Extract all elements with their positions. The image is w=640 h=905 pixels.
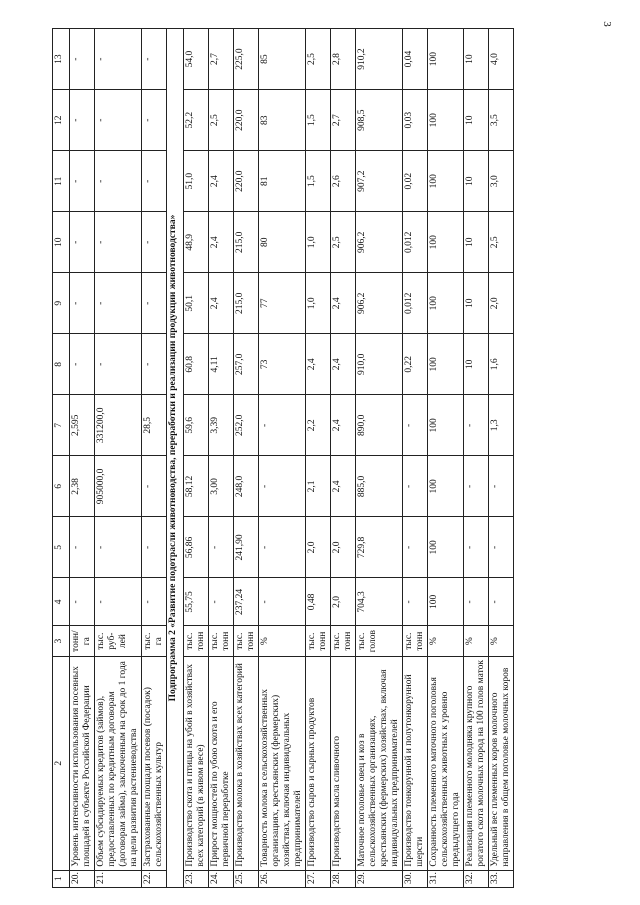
column-number: 10 (53, 212, 70, 273)
value-cell: 0,012 (403, 212, 428, 273)
indicator-name: Удельный вес племенных коров молочного направления в общем поголовье молочных коров (489, 656, 514, 870)
value-cell: 60,8 (184, 334, 209, 395)
row-number: 30. (403, 870, 428, 887)
value-cell: 225,0 (234, 29, 259, 90)
value-cell: 77 (259, 273, 306, 334)
row-number: 22. (142, 870, 167, 887)
column-number: 11 (53, 151, 70, 212)
value-cell: - (142, 212, 167, 273)
value-cell: 100 (428, 334, 464, 395)
unit-cell: тыс. голов (356, 626, 403, 657)
value-cell: 85 (259, 29, 306, 90)
value-cell: 28,5 (142, 395, 167, 456)
column-number: 1 (53, 870, 70, 887)
unit-cell: тонн/га (70, 626, 95, 657)
column-number: 4 (53, 578, 70, 626)
column-number: 2 (53, 656, 70, 870)
table-row (142, 29, 167, 888)
value-cell: 80 (259, 212, 306, 273)
value-cell: 48,9 (184, 212, 209, 273)
value-cell: 10 (464, 151, 489, 212)
table-row (403, 29, 428, 888)
value-cell: 2,8 (331, 29, 356, 90)
value-cell: - (70, 517, 95, 578)
table-row (95, 29, 142, 888)
value-cell: - (95, 29, 142, 90)
value-cell: - (142, 273, 167, 334)
value-cell: 2,5 (331, 212, 356, 273)
table-row (234, 29, 259, 888)
value-cell: 100 (428, 395, 464, 456)
value-cell: 1,6 (489, 334, 514, 395)
value-cell: - (142, 29, 167, 90)
row-number: 26. (259, 870, 306, 887)
value-cell: 2,38 (70, 456, 95, 517)
indicator-name: Товарность молока в сельскохозяйственных организациях, крестьянских (фермерских) хозяйствах, включая индивидуальных предпринимателей (259, 656, 306, 870)
indicators-table (52, 28, 514, 888)
value-cell: 59,6 (184, 395, 209, 456)
value-cell: 2,4 (306, 334, 331, 395)
value-cell: - (95, 334, 142, 395)
value-cell: - (142, 578, 167, 626)
value-cell: 906,2 (356, 273, 403, 334)
column-number-row (53, 29, 70, 888)
value-cell: 10 (464, 212, 489, 273)
value-cell: - (95, 151, 142, 212)
value-cell: 56,86 (184, 517, 209, 578)
value-cell: - (489, 578, 514, 626)
value-cell: 2,4 (209, 212, 234, 273)
value-cell: 81 (259, 151, 306, 212)
value-cell: 905000,0 (95, 456, 142, 517)
value-cell: 10 (464, 29, 489, 90)
row-number: 33. (489, 870, 514, 887)
value-cell: 2,7 (209, 29, 234, 90)
value-cell: - (259, 517, 306, 578)
row-number: 28. (331, 870, 356, 887)
value-cell: - (403, 456, 428, 517)
value-cell: 58,12 (184, 456, 209, 517)
value-cell: - (403, 517, 428, 578)
value-cell: 4,0 (489, 29, 514, 90)
value-cell: - (464, 517, 489, 578)
indicator-name: Сохранность племенного маточного поголовья сельскохозяйственных животных к уровню предыдущего года (428, 656, 464, 870)
value-cell: 3,0 (489, 151, 514, 212)
value-cell: 1,0 (306, 212, 331, 273)
value-cell: - (464, 395, 489, 456)
indicator-name: Объем субсидируемых кредитов (займов), предоставленных по кредитным договорам (договорам займа), заключенным на срок до 1 года на цели развития растениеводства (95, 656, 142, 870)
value-cell: 4,11 (209, 334, 234, 395)
indicator-name: Уровень интенсивности использования посевных площадей в субъекте Российской Федерации (70, 656, 95, 870)
value-cell: 100 (428, 212, 464, 273)
row-number: 29. (356, 870, 403, 887)
value-cell: 885,0 (356, 456, 403, 517)
value-cell: 52,2 (184, 90, 209, 151)
value-cell: 1,5 (306, 90, 331, 151)
row-number: 21. (95, 870, 142, 887)
value-cell: 100 (428, 517, 464, 578)
rows-after-subprogram (184, 29, 514, 888)
value-cell: 2,6 (331, 151, 356, 212)
indicator-name: Производство сыров и сырных продуктов (306, 656, 331, 870)
column-number: 6 (53, 456, 70, 517)
indicator-name: Производство масла сливочного (331, 656, 356, 870)
value-cell: 10 (464, 273, 489, 334)
value-cell: 100 (428, 273, 464, 334)
value-cell: 2,4 (209, 151, 234, 212)
value-cell: - (70, 151, 95, 212)
value-cell: - (95, 273, 142, 334)
row-number: 23. (184, 870, 209, 887)
indicator-name: Застрахованные площади посевов (посадок) сельскохозяйственных культур (142, 656, 167, 870)
value-cell: 50,1 (184, 273, 209, 334)
table-row (209, 29, 234, 888)
value-cell: - (142, 334, 167, 395)
value-cell: 2,0 (306, 517, 331, 578)
value-cell: - (70, 578, 95, 626)
unit-cell: тыс. тонн (331, 626, 356, 657)
value-cell: - (142, 90, 167, 151)
unit-cell: тыс. руб-лей (95, 626, 142, 657)
table-row (184, 29, 209, 888)
value-cell: 2,5 (306, 29, 331, 90)
value-cell: 2,595 (70, 395, 95, 456)
value-cell: 2,4 (331, 395, 356, 456)
value-cell: - (209, 517, 234, 578)
subprogram-title: Подпрограмма 2 «Развитие подотрасли животноводства, переработки и реализации продукции животноводства» (167, 29, 184, 888)
value-cell: 2,0 (331, 578, 356, 626)
value-cell: 1,0 (306, 273, 331, 334)
table-row (331, 29, 356, 888)
value-cell: 55,75 (184, 578, 209, 626)
value-cell: 1,5 (306, 151, 331, 212)
value-cell: - (95, 212, 142, 273)
indicator-name: Маточное поголовье овец и коз в сельскохозяйственных организациях, крестьянских (фермерских) хозяйствах, включая индивидуальных предпринимателей (356, 656, 403, 870)
value-cell: 0,012 (403, 273, 428, 334)
value-cell: - (142, 456, 167, 517)
unit-cell: тыс. тонн (184, 626, 209, 657)
unit-cell: тыс. тонн (209, 626, 234, 657)
value-cell: 2,1 (306, 456, 331, 517)
column-number: 8 (53, 334, 70, 395)
value-cell: 331200,0 (95, 395, 142, 456)
unit-cell: % (428, 626, 464, 657)
value-cell: 1,3 (489, 395, 514, 456)
value-cell: - (95, 90, 142, 151)
value-cell: 907,2 (356, 151, 403, 212)
value-cell: 2,4 (209, 273, 234, 334)
row-number: 24. (209, 870, 234, 887)
value-cell: 220,0 (234, 90, 259, 151)
rotated-table-wrapper (52, 28, 612, 888)
table-row (356, 29, 403, 888)
row-number: 20. (70, 870, 95, 887)
unit-cell: % (259, 626, 306, 657)
unit-cell: % (489, 626, 514, 657)
value-cell: 2,4 (331, 456, 356, 517)
unit-cell: тыс. тонн (306, 626, 331, 657)
value-cell: 2,4 (331, 334, 356, 395)
value-cell: 83 (259, 90, 306, 151)
value-cell: 2,5 (489, 212, 514, 273)
value-cell: 2,4 (331, 273, 356, 334)
indicator-name: Производство молока в хозяйствах всех категорий (234, 656, 259, 870)
value-cell: - (142, 151, 167, 212)
value-cell: - (70, 273, 95, 334)
value-cell: 73 (259, 334, 306, 395)
value-cell: 100 (428, 90, 464, 151)
value-cell: 10 (464, 334, 489, 395)
value-cell: - (259, 578, 306, 626)
value-cell: 906,2 (356, 212, 403, 273)
value-cell: 215,0 (234, 273, 259, 334)
value-cell: 237,24 (234, 578, 259, 626)
unit-cell: тыс. га (142, 626, 167, 657)
value-cell: 241,90 (234, 517, 259, 578)
value-cell: - (95, 578, 142, 626)
row-number: 31. (428, 870, 464, 887)
table-row (306, 29, 331, 888)
value-cell: 100 (428, 578, 464, 626)
value-cell: - (464, 578, 489, 626)
value-cell: 51,0 (184, 151, 209, 212)
value-cell: 3,5 (489, 90, 514, 151)
value-cell: - (489, 517, 514, 578)
unit-cell: тыс. тонн (403, 626, 428, 657)
value-cell: 704,3 (356, 578, 403, 626)
table-row (70, 29, 95, 888)
value-cell: 0,22 (403, 334, 428, 395)
column-number: 7 (53, 395, 70, 456)
value-cell: - (403, 578, 428, 626)
table-row (428, 29, 464, 888)
value-cell: - (70, 334, 95, 395)
value-cell: 54,0 (184, 29, 209, 90)
value-cell: - (464, 456, 489, 517)
value-cell: 100 (428, 29, 464, 90)
value-cell: 2,0 (489, 273, 514, 334)
value-cell: 248,0 (234, 456, 259, 517)
value-cell: - (403, 395, 428, 456)
value-cell: - (209, 578, 234, 626)
unit-cell: тыс. тонн (234, 626, 259, 657)
indicator-name: Производство скота и птицы на убой в хозяйствах всех категорий (в живом весе) (184, 656, 209, 870)
value-cell: 220,0 (234, 151, 259, 212)
value-cell: - (259, 456, 306, 517)
subprogram-section (167, 29, 184, 888)
rows-before-subprogram (70, 29, 167, 888)
value-cell: 2,2 (306, 395, 331, 456)
value-cell: - (259, 395, 306, 456)
value-cell: 100 (428, 456, 464, 517)
indicator-name: Производство тонкорунной и полутонкорунной шерсти (403, 656, 428, 870)
value-cell: 910,0 (356, 334, 403, 395)
value-cell: 0,03 (403, 90, 428, 151)
value-cell: 0,04 (403, 29, 428, 90)
value-cell: 215,0 (234, 212, 259, 273)
value-cell: 3,00 (209, 456, 234, 517)
table-row (489, 29, 514, 888)
row-number: 25. (234, 870, 259, 887)
value-cell: - (70, 212, 95, 273)
indicator-name: Реализация племенного молодняка крупного рогатого скота молочных пород на 100 голов маток (464, 656, 489, 870)
value-cell: 2,5 (209, 90, 234, 151)
column-number: 13 (53, 29, 70, 90)
column-number: 12 (53, 90, 70, 151)
value-cell: - (70, 90, 95, 151)
value-cell: 910,2 (356, 29, 403, 90)
value-cell: 3,39 (209, 395, 234, 456)
column-number: 3 (53, 626, 70, 657)
value-cell: 729,8 (356, 517, 403, 578)
subprogram-row (167, 29, 184, 888)
value-cell: - (95, 517, 142, 578)
unit-cell: % (464, 626, 489, 657)
value-cell: 10 (464, 90, 489, 151)
table-row (259, 29, 306, 888)
value-cell: - (70, 29, 95, 90)
value-cell: 0,02 (403, 151, 428, 212)
value-cell: - (489, 456, 514, 517)
value-cell: 908,5 (356, 90, 403, 151)
row-number: 27. (306, 870, 331, 887)
indicator-name: Прирост мощностей по убою скота и его первичной переработке (209, 656, 234, 870)
column-number: 5 (53, 517, 70, 578)
value-cell: 2,0 (331, 517, 356, 578)
value-cell: 0,48 (306, 578, 331, 626)
value-cell: - (142, 517, 167, 578)
value-cell: 2,7 (331, 90, 356, 151)
column-number: 9 (53, 273, 70, 334)
value-cell: 257,0 (234, 334, 259, 395)
row-number: 32. (464, 870, 489, 887)
value-cell: 252,0 (234, 395, 259, 456)
table-row (464, 29, 489, 888)
page-number: 3 (600, 21, 613, 27)
value-cell: 100 (428, 151, 464, 212)
value-cell: 890,0 (356, 395, 403, 456)
